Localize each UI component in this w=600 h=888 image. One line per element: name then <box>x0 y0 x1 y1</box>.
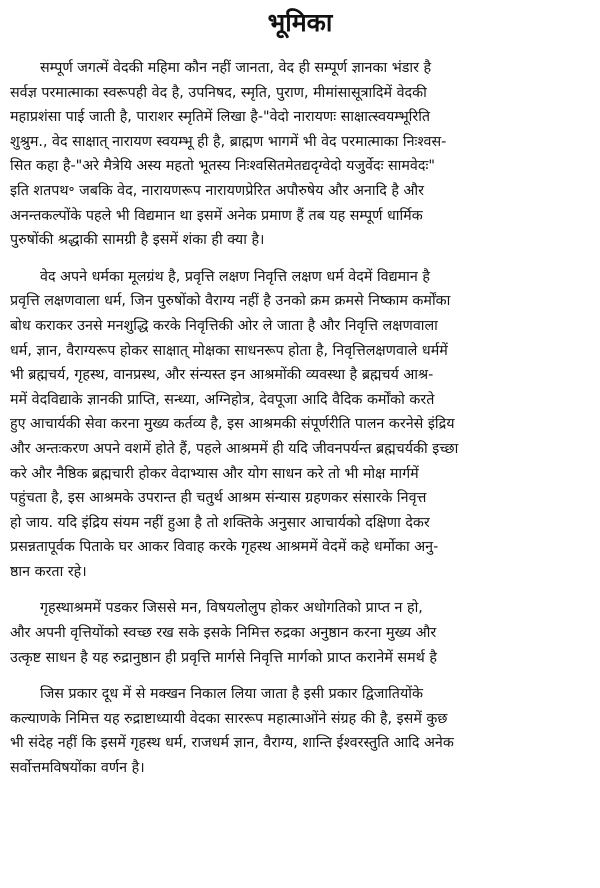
text-line: गृहस्थाश्रममें पडकर जिससे मन, विषयलोलुप होकर अधोगतिको प्राप्त न हो, <box>40 600 423 617</box>
text-line: और अपनी वृत्तियोंको स्वच्छ रख सके इसके निमित्त रुद्रका अनुष्ठान करना मुख्य और <box>10 625 437 642</box>
text-line: सर्वज्ञ परमात्माका स्वरूपही वेद है, उपनिषद, स्मृति, पुराण, मीमांसासूत्रादिमें वेदकी <box>10 84 427 101</box>
text-line: सम्पूर्ण जगत्में वेदकी महिमा कौन नहीं जानता, वेद ही सम्पूर्ण ज्ञानका भंडार है <box>40 60 432 76</box>
text-line: वेद अपने धर्मका मूलग्रंथ है, प्रवृत्ति लक्षण निवृत्ति लक्षण धर्म वेदमें विद्यमान है <box>40 268 430 285</box>
text-line: धर्म, ज्ञान, वैराग्यरूप होकर साक्षात् मोक्षका साधनरूप होता है, निवृत्तिलक्षणवाले धर्ममें <box>10 342 448 359</box>
paragraph-2 <box>10 265 590 585</box>
paragraph-1 <box>10 56 590 253</box>
page-title: भूमिका <box>267 8 333 37</box>
text-line: जिस प्रकार दूध में से मक्खन निकाल लिया जाता है इसी प्रकार द्विजातियोंके <box>40 686 423 703</box>
text-line: पहुंचता है, इस आश्रमके उपरान्त ही चतुर्थ आश्रम संन्यास ग्रहणकर संसारके निवृत्त <box>10 490 427 507</box>
text-line: शुश्रुम., वेद साक्षात् नारायण स्वयम्भू ही है, ब्राह्मण भागमें भी वेद परमात्माका निःश्वस- <box>10 133 447 150</box>
text-line: प्रवृत्ति लक्षणवाला धर्म, जिन पुरुषोंको वैराग्य नहीं है उनको क्रम क्रमसे निष्काम कर्मोंका <box>10 293 451 310</box>
text-line: और अन्तःकरण अपने वशमें होते हैं, पहले आश्रममें ही यदि जीवनपर्यन्त ब्रह्मचर्यकी इच्छा <box>10 440 459 457</box>
text-line: इति शतपथ॰ जबकि वेद, नारायणरूप नारायणप्रेरित अपौरुषेय और अनादि है और <box>10 182 425 199</box>
text-line: सर्वोत्तमविषयोंका वर्णन है। <box>10 760 145 777</box>
text-line: महाप्रशंसा पाई जाती है, पाराशर स्मृतिमें लिखा है-"वेदो नारायणः साक्षात्स्वयम्भूरिति <box>10 109 431 126</box>
text-line: करे और नैष्ठिक ब्रह्मचारी होकर वेदाभ्यास और योग साधन करे तो भी मोक्ष मार्गमें <box>10 465 419 482</box>
paragraph-4 <box>10 682 590 780</box>
text-line: प्रसन्नतापूर्वक पिताके घर आकर विवाह करके गृहस्थ आश्रममें वेदमें कहे धर्मोका अनु- <box>10 539 439 556</box>
text-line: पुरुषोंकी श्रद्धाकी सामग्री है इसमें शंका ही क्या है। <box>10 232 265 249</box>
text-line: ष्ठान करता रहे। <box>10 563 87 580</box>
text-line: हो जाय. यदि इंद्रिय संयम नहीं हुआ है तो शक्तिके अनुसार आचार्यको दक्षिणा देकर <box>10 514 430 531</box>
text-line: सित कहा है-"अरे मैत्रेयि अस्य महतो भूतस्य निःश्वसितमेतद्यदृग्वेदो यजुर्वेदः सामवेदः" <box>10 158 435 175</box>
paragraph-3 <box>10 596 590 670</box>
text-line: कल्याणके निमित्त यह रुद्राष्टाध्यायी वेदका साररूप महात्माओंने संग्रह की है, इसमें कुछ <box>10 710 448 727</box>
text-line: हुए आचार्यकी सेवा करना मुख्य कर्तव्य है, इस आश्रमकी संपूर्णरीति पालन करनेसे इंद्रिय <box>10 416 455 433</box>
text-line: बोध कराकर उनसे मनशुद्धि करके निवृत्तिकी ओर ले जाता है और निवृत्ति लक्षणवाला <box>10 317 438 334</box>
text-line: अनन्तकल्पोंके पहले भी विद्यमान था इसमें अनेक प्रमाण हैं तब यह सम्पूर्ण धार्मिक <box>10 207 423 224</box>
text-line: भी संदेह नहीं कि इसमें गृहस्थ धर्म, राजधर्म ज्ञान, वैराग्य, शान्ति ईश्वरस्तुति आदि अनेक <box>10 735 454 752</box>
text-line: भी ब्रह्मचर्य, गृहस्थ, वानप्रस्थ, और संन्यस्त इन आश्रमोंकी व्यवस्था है ब्रह्मचर्य आश्र- <box>10 367 434 384</box>
text-line: ममें वेदविद्याके ज्ञानकी प्राप्ति, सन्ध्या, अग्निहोत्र, देवपूजा आदि वैदिक कर्मोंको करते <box>10 391 435 408</box>
text-line: उत्कृष्ट साधन है यह रुद्रानुष्ठान ही प्रवृत्ति मार्गसे निवृत्ति मार्गको प्राप्त करानेमें समर्थ है <box>10 649 437 666</box>
